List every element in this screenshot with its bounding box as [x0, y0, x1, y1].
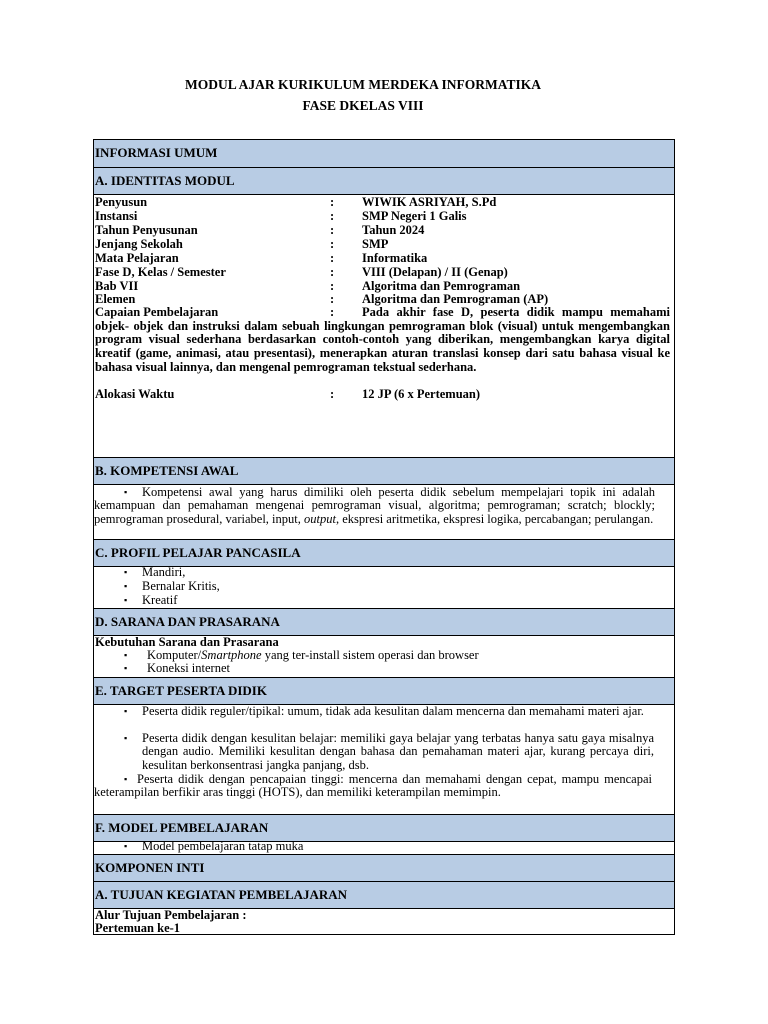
row-label: Alokasi Waktu: [95, 387, 175, 401]
row-label: Tahun Penyusunan: [95, 223, 198, 237]
row-value: Tahun 2024: [362, 223, 425, 237]
list-item: Kreatif: [142, 593, 178, 607]
list-item: Mandiri,: [142, 565, 186, 579]
list-item: Peserta didik reguler/tipikal: umum, tidak ada kesulitan dalam mencerna dan memahami materi ajar.: [142, 704, 644, 718]
bullet: ▪: [124, 650, 128, 660]
row-value: SMP: [362, 237, 389, 251]
kompetensi-awal-text: [94, 486, 655, 526]
row-colon: :: [330, 292, 335, 306]
bullet: ▪: [124, 774, 128, 784]
model-header: F. MODEL PEMBELAJARAN: [94, 815, 674, 841]
row-label: Elemen: [95, 292, 136, 306]
sarana-subheading: Kebutuhan Sarana dan Prasarana: [95, 635, 279, 649]
row-label: Jenjang Sekolah: [95, 237, 183, 251]
informasi-umum-header: INFORMASI UMUM: [94, 140, 674, 167]
row-value: VIII (Delapan) / II (Genap): [362, 265, 508, 279]
row-value: Informatika: [362, 251, 428, 265]
row-label: Instansi: [95, 209, 138, 223]
row-colon: :: [330, 195, 335, 209]
capaian-colon: :: [330, 305, 335, 319]
module-table: [93, 139, 675, 935]
capaian-pembelajaran: [95, 306, 670, 375]
row-colon: :: [330, 209, 335, 223]
bullet: ▪: [124, 663, 128, 673]
row-colon: :: [330, 265, 335, 279]
komponen-inti-header: KOMPONEN INTI: [94, 855, 674, 881]
kompetensi-text: Kompetensi awal yang harus dimiliki oleh peserta didik sebelum mempelajari topik ini adalah kemampuan dan pemahaman mengenai pemrograman visual, algoritma; pemrograman; scratch; blockly; pemrograman prosedural, variabel, input,: [94, 485, 655, 526]
capaian-value: Pada akhir fase D, peserta didik mampu memahami objek- objek dan instruksi dalam sebuah lingkungan pemrograman blok (visual) untuk mengembangkan program visual sederhana berdasarkan contoh-contoh yang diberikan, mengembangkan karya digital kreatif (game, animasi, atau presentasi), menerapkan aturan translasi konsep dari satu bahasa visual ke bahasa visual lainnya, dan mengenal pemrograman tekstual sederhana.: [95, 305, 670, 374]
bullet: ▪: [124, 595, 128, 605]
row-label: Mata Pelajaran: [95, 251, 179, 265]
profil-pelajar-header: C. PROFIL PELAJAR PANCASILA: [94, 540, 674, 566]
row-value: 12 JP (6 x Pertemuan): [362, 387, 481, 401]
list-item: Bernalar Kritis,: [142, 579, 220, 593]
alur-tujuan-label: Alur Tujuan Pembelajaran :: [95, 908, 247, 922]
document-subtitle: FASE DKELAS VIII: [302, 98, 424, 113]
row-label: Penyusun: [95, 195, 148, 209]
list-item: Koneksi internet: [147, 661, 230, 675]
kompetensi-text-end: , ekspresi aritmetika, ekspresi logika, percabangan; perulangan.: [335, 511, 654, 526]
row-colon: :: [330, 251, 335, 265]
row-colon: :: [330, 279, 335, 293]
item-italic: Smartphone: [201, 648, 262, 662]
pertemuan-label: Pertemuan ke-1: [95, 921, 181, 935]
capaian-label: Capaian Pembelajaran: [95, 305, 219, 319]
list-item: Peserta didik dengan pencapaian tinggi: mencerna dan memahami dengan cepat, mampu mencapai keterampilan berfikir aras tinggi (HOTS), dan memiliki keterampilan memimpin.: [94, 772, 652, 800]
row-label: Fase D, Kelas / Semester: [95, 265, 226, 279]
bullet: ▪: [124, 841, 128, 851]
list-item: Peserta didik dengan kesulitan belajar: memiliki gaya belajar yang terbatas hanya satu gaya misalnya dengan audio. Memiliki kesulitan dengan bahasa dan pemahaman materi ajar, kurang percaya diri, kesulitan berkonsentrasi jangka panjang, dsb.: [142, 731, 654, 772]
bullet: ▪: [124, 706, 128, 716]
list-item: Model pembelajaran tatap muka: [142, 839, 304, 853]
row-value: Algoritma dan Pemrograman (AP): [362, 292, 549, 306]
item-text: Komputer/: [147, 648, 202, 662]
target-header: E. TARGET PESERTA DIDIK: [94, 678, 674, 704]
row-value: SMP Negeri 1 Galis: [362, 209, 467, 223]
row-colon: :: [330, 237, 335, 251]
kompetensi-awal-header: B. KOMPETENSI AWAL: [94, 458, 674, 484]
tujuan-header: A. TUJUAN KEGIATAN PEMBELAJARAN: [94, 882, 674, 908]
document-title: MODUL AJAR KURIKULUM MERDEKA INFORMATIKA: [184, 77, 541, 92]
bullet: ▪: [124, 581, 128, 591]
identitas-modul-header: A. IDENTITAS MODUL: [94, 168, 674, 194]
row-colon: :: [330, 223, 335, 237]
item-text-end: yang ter-install sistem operasi dan browser: [261, 648, 479, 662]
bullet: ▪: [124, 733, 128, 743]
sarana-header: D. SARANA DAN PRASARANA: [94, 609, 674, 635]
bullet: ▪: [124, 567, 128, 577]
row-value: Algoritma dan Pemrograman: [362, 279, 521, 293]
kompetensi-italic: output: [304, 511, 336, 526]
bullet: ▪: [124, 487, 128, 497]
row-label: Bab VII: [95, 279, 139, 293]
row-value: WIWIK ASRIYAH, S.Pd: [362, 195, 497, 209]
row-colon: :: [330, 387, 335, 401]
